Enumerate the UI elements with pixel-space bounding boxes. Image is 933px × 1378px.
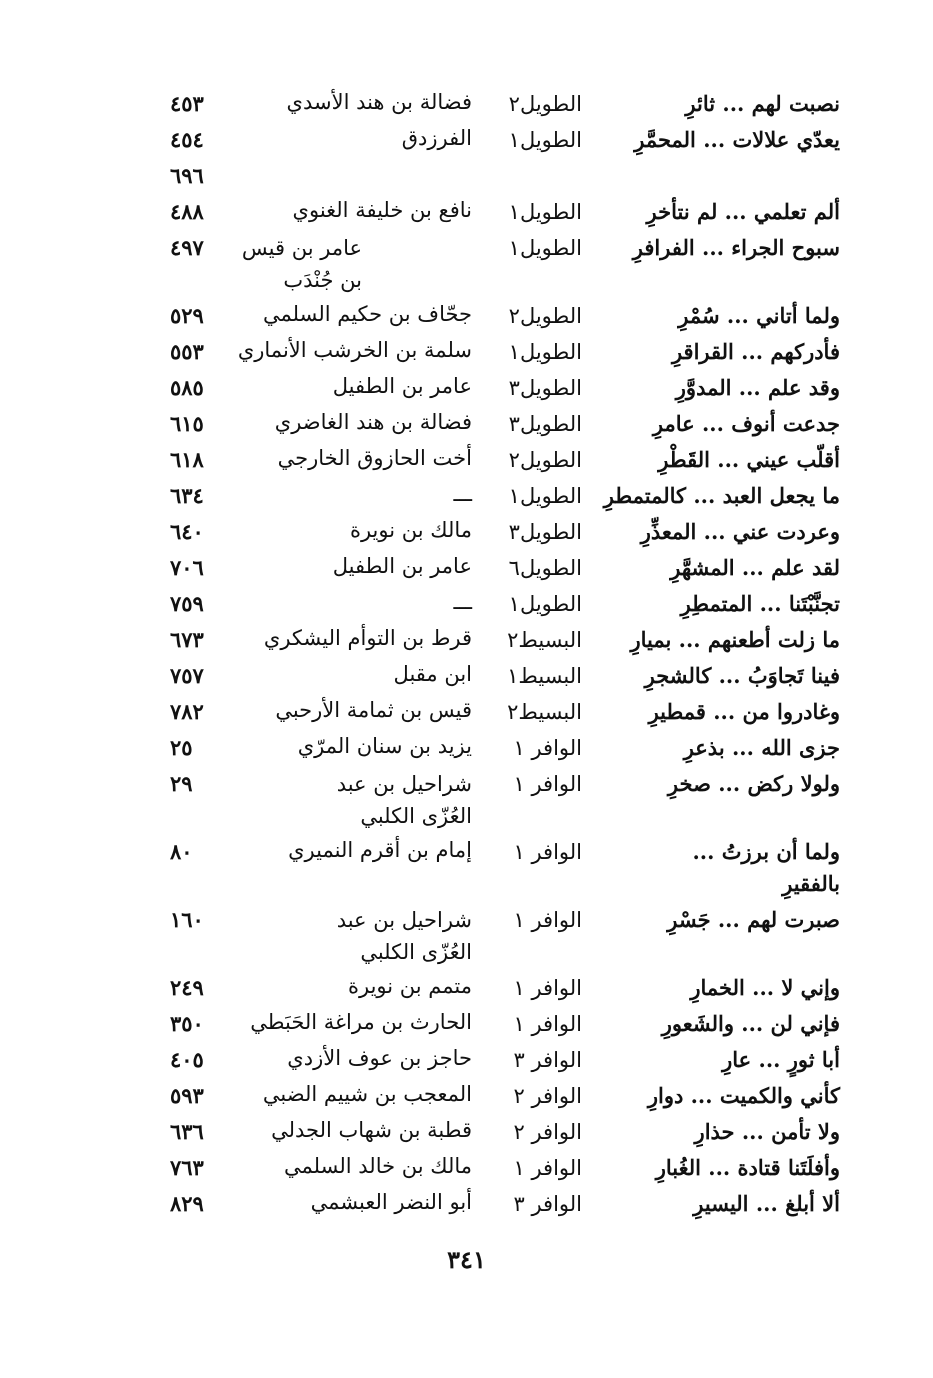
poet-name: عامر بن الطفيل [332, 374, 472, 398]
table-row [160, 370, 850, 406]
poet-name: قطبة بن شهاب الجدلي [271, 1118, 472, 1142]
poet-name: شراحيل بن عبد العُزّى الكلبي [336, 908, 472, 964]
poet-name: الفرزدق [401, 126, 472, 150]
poet-name: الحارث بن مراغة الحَبَطي [250, 1010, 472, 1034]
verse-incipit: نصبت لهم ... ثائرِ [685, 91, 840, 116]
verse-incipit: صبرت لهم ... جَسْرِ [667, 907, 840, 932]
poet-name: ـــ [453, 482, 472, 506]
page-reference: ٤٠٥ [170, 1047, 204, 1072]
verse-incipit: ألم تعلمي ... لم نتأخرِ [646, 199, 840, 224]
page-reference: ٧٨٢ [170, 699, 204, 724]
page-reference: ٧٥٧ [170, 663, 204, 688]
table-row [160, 834, 850, 902]
page-reference: ٤٥٤ [170, 127, 204, 152]
meter: الوافر ١ [513, 908, 582, 932]
poet-name: يزيد بن سنان المرّي [297, 734, 472, 758]
poet-name: أبو النضر العبشمي [310, 1190, 472, 1214]
table-row [160, 1186, 850, 1222]
poet-name: حاجز بن عوف الأزدي [287, 1046, 472, 1070]
meter: الوافر ٣ [513, 1192, 582, 1216]
page-reference: ٢٥ [170, 735, 193, 760]
verse-incipit: فينا تَجاوَبُ ... كالشجرِ [644, 663, 840, 688]
meter: الوافر ١ [513, 1012, 582, 1036]
verse-index-table [160, 86, 850, 1222]
poet-name: مالك بن نويرة [349, 518, 472, 542]
table-row [160, 622, 850, 658]
table-row [160, 730, 850, 766]
verse-incipit: وغادروا من ... قمطيرِ [648, 699, 840, 724]
meter: الطويل١ [508, 592, 582, 616]
meter: الوافر ١ [513, 976, 582, 1000]
table-row [160, 1078, 850, 1114]
meter: الطويل٦ [508, 556, 582, 580]
table-row [160, 970, 850, 1006]
table-row [160, 158, 850, 194]
poet-name: فضالة بن هند الغاضري [274, 410, 472, 434]
page-number: ٣٤١ [447, 1245, 486, 1274]
page-reference: ٦٣٤ [170, 483, 204, 508]
verse-incipit: فإني لن ... والشَعورِ [661, 1011, 840, 1036]
table-row [160, 694, 850, 730]
verse-incipit: يعدّي علالات ... المحمَّرِ [634, 127, 840, 152]
table-row [160, 1150, 850, 1186]
verse-incipit: وعردت عني ... المعذِّرِ [640, 519, 840, 544]
meter: الطويل١ [508, 236, 582, 260]
meter: الطويل١ [508, 340, 582, 364]
poet-name: أخت الحازوق الخارجي [277, 446, 472, 470]
meter: البسيط١ [507, 664, 582, 688]
meter: الطويل٢ [508, 304, 582, 328]
page-reference: ٦٤٠ [170, 519, 204, 544]
verse-incipit: سبوح الجراء ... الفرافرِ [632, 235, 840, 260]
verse-incipit: ولما أتاني ... سُمْرِ [678, 303, 840, 328]
verse-incipit: ألا أبلغ ... اليسيرِ [693, 1191, 840, 1216]
table-row [160, 514, 850, 550]
verse-incipit: ولولا ركض ... صخرِ [667, 771, 840, 796]
meter: الطويل٢ [508, 448, 582, 472]
poet-name: مالك بن خالد السلمي [284, 1154, 472, 1178]
verse-incipit: وقد علم ... المدوَّرِ [675, 375, 840, 400]
meter: الطويل٣ [508, 520, 582, 544]
meter: البسيط٢ [507, 700, 582, 724]
meter: الوافر ١ [513, 1156, 582, 1180]
poet-name: متمم بن نويرة [347, 974, 472, 998]
poet-name: قيس بن ثمامة الأرحبي [275, 698, 472, 722]
verse-incipit: جزى الله ... بذعرِ [683, 735, 840, 760]
meter: الوافر ٣ [513, 1048, 582, 1072]
poet-name: عامر بن الطفيل [332, 554, 472, 578]
verse-incipit: أقلّب عيني ... القَطْرِ [658, 447, 840, 472]
page-reference: ٦١٥ [170, 411, 204, 436]
verse-incipit: كأني والكميت ... دوارِ [647, 1083, 840, 1108]
table-row [160, 194, 850, 230]
table-row [160, 442, 850, 478]
page-reference: ٥٩٣ [170, 1083, 204, 1108]
meter: الطويل١ [508, 484, 582, 508]
page-reference: ٢٤٩ [170, 975, 204, 1000]
verse-incipit: جدعت أنوف ... عامرِ [652, 411, 840, 436]
meter: البسيط٢ [507, 628, 582, 652]
meter: الوافر ٢ [513, 1084, 582, 1108]
table-row [160, 550, 850, 586]
poet-name: فضالة بن هند الأسدي [286, 90, 472, 114]
verse-incipit: ولا تأمن ... حذارِ [694, 1119, 840, 1144]
page-reference: ٦٣٦ [170, 1119, 204, 1144]
meter: الوافر ٢ [513, 1120, 582, 1144]
poet-name: ـــ [453, 590, 472, 614]
table-row [160, 86, 850, 122]
meter: الطويل١ [508, 200, 582, 224]
page-reference: ٧٥٩ [170, 591, 204, 616]
page-reference: ٦٩٦ [170, 163, 204, 188]
page-reference: ٧٠٦ [170, 555, 204, 580]
meter: الوافر ١ [513, 772, 582, 796]
page-reference: ٧٦٣ [170, 1155, 204, 1180]
page-reference: ٥٨٥ [170, 375, 204, 400]
verse-incipit: ما زلت أطعنهم ... بميارِ [630, 627, 840, 652]
table-row [160, 1006, 850, 1042]
table-row [160, 658, 850, 694]
table-row [160, 586, 850, 622]
meter: الوافر ١ [513, 840, 582, 864]
poet-name: شراحيل بن عبد العُزّى الكلبي [336, 772, 472, 828]
table-row [160, 1042, 850, 1078]
table-row [160, 902, 850, 970]
verse-incipit: فأدركهم ... القراقرِ [671, 339, 840, 364]
poet-name: إمام بن أقرم النميري [288, 838, 472, 862]
poet-name: سلمة بن الخرشب الأنماري [237, 338, 472, 362]
verse-incipit: أبا ثورٍ ... عارِ [722, 1047, 840, 1072]
page-reference: ٨٢٩ [170, 1191, 204, 1216]
table-row [160, 406, 850, 442]
meter: الطويل٣ [508, 412, 582, 436]
table-row [160, 1114, 850, 1150]
page-reference: ٦٧٣ [170, 627, 204, 652]
verse-incipit: لقد علم ... المشهَّرِ [670, 555, 840, 580]
meter: الطويل٣ [508, 376, 582, 400]
verse-incipit: وأفلَتَنا قتادة ... الغُبارِ [655, 1155, 840, 1180]
page-reference: ٨٠ [170, 839, 193, 864]
table-row [160, 478, 850, 514]
poet-name: نافع بن خليفة الغنوي [292, 198, 472, 222]
meter: الوافر ١ [513, 736, 582, 760]
poet-name: عامر بن قيس بن جُنْدَب [241, 236, 362, 292]
page-reference: ١٦٠ [170, 907, 204, 932]
poet-name: ابن مقبل [393, 662, 472, 686]
page-reference: ٤٨٨ [170, 199, 204, 224]
table-row [160, 298, 850, 334]
verse-incipit: ما يجعل العبد ... كالمتمطرِ [603, 483, 840, 508]
poet-name: المعجب بن شييم الضبي [262, 1082, 472, 1106]
page-reference: ٢٩ [170, 771, 193, 796]
poet-name: قرط بن التوأم اليشكري [263, 626, 472, 650]
poet-name: جحّاف بن حكيم السلمي [262, 302, 472, 326]
page-reference: ٤٥٣ [170, 91, 204, 116]
page-reference: ٤٩٧ [170, 235, 204, 260]
table-row [160, 230, 850, 298]
meter: الطويل١ [508, 128, 582, 152]
verse-incipit: وإني لا ... الخمارِ [690, 975, 840, 1000]
page-reference: ٥٢٩ [170, 303, 204, 328]
verse-incipit: ولما أن برزتُ ... بالفقيرِ [692, 839, 840, 896]
verse-incipit: تجنَّبْتَنا ... المتمطِرِ [680, 591, 840, 616]
page-reference: ٣٥٠ [170, 1011, 204, 1036]
table-row [160, 122, 850, 158]
page-reference: ٦١٨ [170, 447, 204, 472]
page-reference: ٥٥٣ [170, 339, 204, 364]
table-row [160, 766, 850, 834]
meter: الطويل٢ [508, 92, 582, 116]
table-row [160, 334, 850, 370]
